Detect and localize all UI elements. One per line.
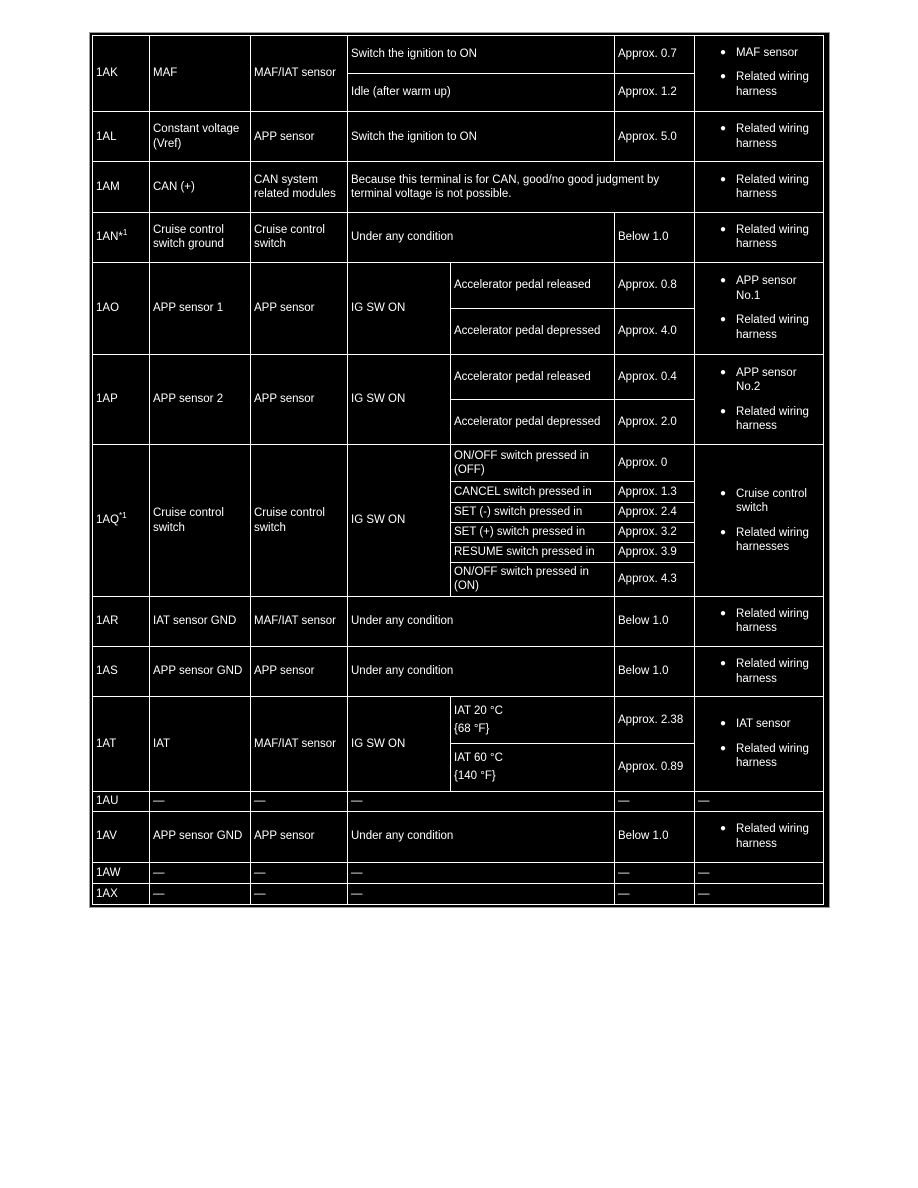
bullet-icon: ● bbox=[720, 718, 727, 730]
action-item: ● Related wiring harness bbox=[720, 223, 809, 251]
temperature-fahrenheit: {140 °F} bbox=[454, 770, 496, 783]
temperature-celsius: IAT 20 °C bbox=[454, 705, 503, 718]
action-item: ● APP sensor No.1 bbox=[720, 275, 797, 302]
signal-cell: — bbox=[150, 883, 251, 904]
table-row bbox=[93, 697, 824, 744]
table-row bbox=[93, 647, 824, 697]
table-row bbox=[93, 811, 824, 862]
subcondition-cell: CANCEL switch pressed in bbox=[451, 482, 615, 502]
signal-cell: APP sensor GND bbox=[150, 647, 251, 697]
bullet-icon: ● bbox=[720, 742, 727, 754]
action-cell bbox=[695, 596, 824, 646]
action-cell bbox=[695, 445, 824, 596]
connected-cell: — bbox=[251, 791, 348, 811]
subcondition-cell: RESUME switch pressed in bbox=[451, 542, 615, 562]
value-cell: Approx. 2.4 bbox=[615, 502, 695, 522]
signal-cell: — bbox=[150, 791, 251, 811]
connected-cell: APP sensor bbox=[251, 647, 348, 697]
signal-cell: Cruise control switch bbox=[150, 445, 251, 596]
condition-cell: — bbox=[348, 791, 615, 811]
value-cell: Approx. 0.89 bbox=[615, 744, 695, 791]
condition-cell: Under any condition bbox=[348, 811, 615, 862]
condition-cell: Idle (after warm up) bbox=[348, 74, 615, 112]
connected-cell: APP sensor bbox=[251, 811, 348, 862]
bullet-icon: ● bbox=[720, 123, 727, 135]
value-cell: Approx. 3.9 bbox=[615, 542, 695, 562]
condition-cell: Under any condition bbox=[348, 596, 615, 646]
table-row bbox=[93, 36, 824, 74]
subcondition-cell: Accelerator pedal released bbox=[451, 262, 615, 308]
bullet-icon: ● bbox=[720, 223, 727, 235]
connected-cell: Cruise control switch bbox=[251, 212, 348, 262]
action-item: ● IAT sensor bbox=[720, 718, 791, 731]
subcondition-cell: SET (-) switch pressed in bbox=[451, 502, 615, 522]
bullet-icon: ● bbox=[720, 607, 727, 619]
terminal-cell: 1AP bbox=[93, 355, 150, 445]
signal-cell: IAT bbox=[150, 697, 251, 791]
terminal-cell: 1AM bbox=[93, 162, 150, 212]
subcondition-cell: SET (+) switch pressed in bbox=[451, 522, 615, 542]
value-cell: Approx. 2.0 bbox=[615, 400, 695, 445]
action-cell: — bbox=[695, 883, 824, 904]
action-cell bbox=[695, 212, 824, 262]
bullet-icon: ● bbox=[720, 405, 727, 417]
terminal-cell: 1AR bbox=[93, 596, 150, 646]
bullet-icon: ● bbox=[720, 275, 727, 287]
action-cell bbox=[695, 647, 824, 697]
signal-cell: MAF bbox=[150, 36, 251, 112]
condition-cell: — bbox=[348, 862, 615, 883]
bullet-icon: ● bbox=[720, 487, 727, 499]
temperature-celsius: IAT 60 °C bbox=[454, 752, 503, 765]
table-row bbox=[93, 445, 824, 482]
table-row bbox=[93, 862, 824, 883]
value-cell: Approx. 0.7 bbox=[615, 36, 695, 74]
value-cell: Approx. 3.2 bbox=[615, 522, 695, 542]
connected-cell: APP sensor bbox=[251, 355, 348, 445]
action-cell bbox=[695, 262, 824, 354]
subcondition-cell: Accelerator pedal depressed bbox=[451, 400, 615, 445]
connected-cell: APP sensor bbox=[251, 262, 348, 354]
condition-cell: Because this terminal is for CAN, good/no good judgment by terminal voltage is not possible. bbox=[348, 162, 695, 212]
terminal-cell: 1AV bbox=[93, 811, 150, 862]
terminal-voltage-table bbox=[92, 35, 824, 905]
bullet-icon: ● bbox=[720, 314, 727, 326]
value-cell: Approx. 1.2 bbox=[615, 74, 695, 112]
table-row bbox=[93, 883, 824, 904]
bullet-icon: ● bbox=[720, 46, 727, 58]
value-cell: Below 1.0 bbox=[615, 596, 695, 646]
condition-cell: Under any condition bbox=[348, 647, 615, 697]
condition-cell: IG SW ON bbox=[348, 445, 451, 596]
terminal-cell: 1AL bbox=[93, 112, 150, 162]
subcondition-cell bbox=[451, 744, 615, 791]
value-cell: Approx. 2.38 bbox=[615, 697, 695, 744]
action-cell: — bbox=[695, 791, 824, 811]
subcondition-cell: Accelerator pedal released bbox=[451, 355, 615, 400]
condition-cell: Switch the ignition to ON bbox=[348, 112, 615, 162]
action-item: ● Related wiring harness bbox=[720, 123, 809, 150]
action-item: ● MAF sensor bbox=[720, 46, 799, 59]
subcondition-cell: Accelerator pedal depressed bbox=[451, 308, 615, 354]
bullet-icon: ● bbox=[720, 71, 727, 83]
connected-cell: MAF/IAT sensor bbox=[251, 36, 348, 112]
temperature-fahrenheit: {68 °F} bbox=[454, 723, 490, 736]
signal-cell: Cruise control switch ground bbox=[150, 212, 251, 262]
value-cell: — bbox=[615, 883, 695, 904]
value-cell: Approx. 4.3 bbox=[615, 562, 695, 596]
action-item: ● Related wiring harness bbox=[720, 173, 809, 200]
value-cell: Approx. 0.8 bbox=[615, 262, 695, 308]
connected-cell: MAF/IAT sensor bbox=[251, 697, 348, 791]
action-item: ● Related wiring harness bbox=[720, 658, 809, 685]
connected-cell: APP sensor bbox=[251, 112, 348, 162]
action-item: ● Related wiring harness bbox=[720, 823, 809, 850]
value-cell: Approx. 5.0 bbox=[615, 112, 695, 162]
value-cell: — bbox=[615, 862, 695, 883]
terminal-cell: 1AQ$^{*1}$ bbox=[93, 445, 150, 596]
action-item: ● Cruise control switch bbox=[720, 487, 807, 515]
terminal-cell: 1AS bbox=[93, 647, 150, 697]
value-cell: Below 1.0 bbox=[615, 647, 695, 697]
action-cell bbox=[695, 811, 824, 862]
terminal-cell: 1AN*$^1$ bbox=[93, 212, 150, 262]
action-cell bbox=[695, 355, 824, 445]
subcondition-cell bbox=[451, 697, 615, 744]
action-item: ● Related wiring harness bbox=[720, 405, 809, 433]
action-cell bbox=[695, 36, 824, 112]
value-cell: Approx. 1.3 bbox=[615, 482, 695, 502]
value-cell: Below 1.0 bbox=[615, 811, 695, 862]
terminal-cell: 1AK bbox=[93, 36, 150, 112]
condition-cell: IG SW ON bbox=[348, 262, 451, 354]
action-cell bbox=[695, 112, 824, 162]
subcondition-cell: ON/OFF switch pressed in (OFF) bbox=[451, 445, 615, 482]
signal-cell: CAN (+) bbox=[150, 162, 251, 212]
table-row bbox=[93, 112, 824, 162]
signal-cell: APP sensor 1 bbox=[150, 262, 251, 354]
action-item: ● Related wiring harness bbox=[720, 607, 809, 635]
table-row bbox=[93, 162, 824, 212]
bullet-icon: ● bbox=[720, 526, 727, 538]
action-item: ● Related wiring harness bbox=[720, 71, 809, 98]
bullet-icon: ● bbox=[720, 366, 727, 378]
table-row bbox=[93, 596, 824, 646]
connected-cell: CAN system related modules bbox=[251, 162, 348, 212]
bullet-icon: ● bbox=[720, 658, 727, 670]
action-cell bbox=[695, 697, 824, 791]
action-item: ● Related wiring harness bbox=[720, 314, 809, 341]
connected-cell: MAF/IAT sensor bbox=[251, 596, 348, 646]
terminal-cell: 1AO bbox=[93, 262, 150, 354]
terminal-cell: 1AX bbox=[93, 883, 150, 904]
table-row bbox=[93, 212, 824, 262]
connected-cell: Cruise control switch bbox=[251, 445, 348, 596]
condition-cell: — bbox=[348, 883, 615, 904]
terminal-cell: 1AU bbox=[93, 791, 150, 811]
table-row bbox=[93, 355, 824, 400]
table-row bbox=[93, 262, 824, 308]
bullet-icon: ● bbox=[720, 823, 727, 835]
connected-cell: — bbox=[251, 862, 348, 883]
signal-cell: APP sensor 2 bbox=[150, 355, 251, 445]
terminal-cell: 1AW bbox=[93, 862, 150, 883]
bullet-icon: ● bbox=[720, 173, 727, 185]
condition-cell: Under any condition bbox=[348, 212, 615, 262]
value-cell: Below 1.0 bbox=[615, 212, 695, 262]
signal-cell: — bbox=[150, 862, 251, 883]
value-cell: — bbox=[615, 791, 695, 811]
signal-cell: Constant voltage (Vref) bbox=[150, 112, 251, 162]
condition-cell: IG SW ON bbox=[348, 697, 451, 791]
action-item: ● APP sensor No.2 bbox=[720, 366, 797, 394]
action-cell: — bbox=[695, 862, 824, 883]
condition-cell: Switch the ignition to ON bbox=[348, 36, 615, 74]
value-cell: Approx. 0.4 bbox=[615, 355, 695, 400]
condition-cell: IG SW ON bbox=[348, 355, 451, 445]
value-cell: Approx. 0 bbox=[615, 445, 695, 482]
subcondition-cell: ON/OFF switch pressed in (ON) bbox=[451, 562, 615, 596]
signal-cell: APP sensor GND bbox=[150, 811, 251, 862]
connected-cell: — bbox=[251, 883, 348, 904]
table-row bbox=[93, 791, 824, 811]
terminal-cell: 1AT bbox=[93, 697, 150, 791]
signal-cell: IAT sensor GND bbox=[150, 596, 251, 646]
action-cell bbox=[695, 162, 824, 212]
action-item: ● Related wiring harnesses bbox=[720, 526, 809, 554]
action-item: ● Related wiring harness bbox=[720, 742, 809, 770]
value-cell: Approx. 4.0 bbox=[615, 308, 695, 354]
